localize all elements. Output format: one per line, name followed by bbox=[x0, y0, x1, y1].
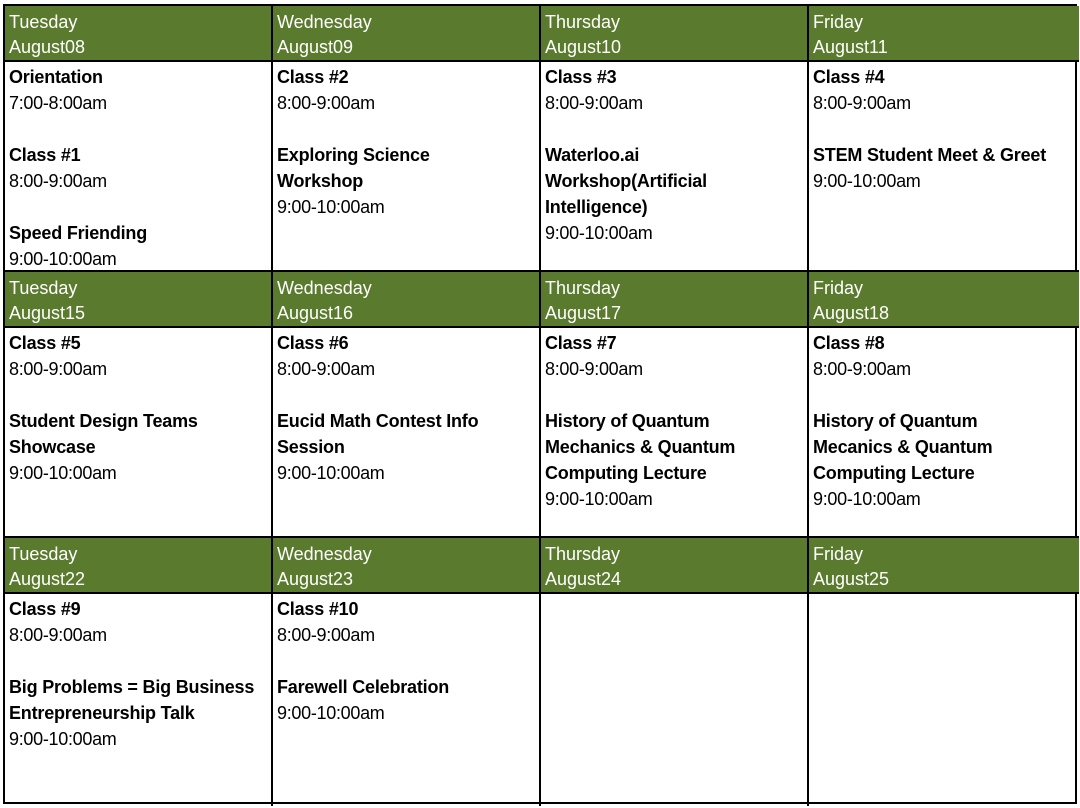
event-title: Class #3 bbox=[545, 67, 617, 87]
day-header bbox=[5, 538, 273, 594]
event-item bbox=[9, 142, 271, 194]
event-time: 9:00-10:00am bbox=[277, 463, 385, 483]
event-item bbox=[813, 64, 1079, 116]
day-weekday: Thursday bbox=[545, 544, 621, 564]
day-events-cell bbox=[273, 594, 541, 806]
day-events-cell bbox=[809, 62, 1079, 272]
event-item bbox=[9, 330, 271, 382]
event-title: Student Design Teams Showcase bbox=[9, 411, 198, 457]
day-header bbox=[273, 272, 541, 328]
event-title: Class #1 bbox=[9, 145, 81, 165]
event-title: Class #2 bbox=[277, 67, 349, 87]
event-title: Class #6 bbox=[277, 333, 349, 353]
event-title: Class #5 bbox=[9, 333, 81, 353]
event-time: 9:00-10:00am bbox=[277, 703, 385, 723]
day-header bbox=[809, 6, 1079, 62]
event-title: Speed Friending bbox=[9, 223, 148, 243]
event-item bbox=[9, 408, 271, 486]
event-title: Class #7 bbox=[545, 333, 617, 353]
event-title: Class #4 bbox=[813, 67, 885, 87]
day-date: August16 bbox=[277, 303, 354, 323]
event-title: Exploring Science Workshop bbox=[277, 145, 430, 191]
event-item bbox=[545, 330, 807, 382]
event-item bbox=[277, 408, 539, 486]
event-title: STEM Student Meet & Greet bbox=[813, 145, 1047, 165]
day-events-cell bbox=[541, 328, 809, 538]
day-date: August17 bbox=[545, 303, 622, 323]
day-weekday: Friday bbox=[813, 544, 864, 564]
day-events-cell bbox=[5, 62, 273, 272]
day-weekday: Tuesday bbox=[9, 278, 78, 298]
day-date: August11 bbox=[813, 37, 888, 57]
event-item bbox=[813, 330, 1079, 382]
event-item bbox=[9, 220, 271, 272]
event-item bbox=[9, 64, 271, 116]
event-time: 9:00-10:00am bbox=[813, 489, 921, 509]
event-time: 8:00-9:00am bbox=[277, 93, 375, 113]
schedule-calendar bbox=[3, 4, 1077, 804]
event-time: 8:00-9:00am bbox=[9, 359, 107, 379]
day-header bbox=[809, 538, 1079, 594]
day-header bbox=[541, 538, 809, 594]
event-time: 9:00-10:00am bbox=[9, 463, 117, 483]
day-weekday: Friday bbox=[813, 12, 864, 32]
event-time: 8:00-9:00am bbox=[277, 625, 375, 645]
event-item bbox=[813, 408, 1079, 512]
day-weekday: Tuesday bbox=[9, 544, 78, 564]
event-title: Class #9 bbox=[9, 599, 81, 619]
day-date: August22 bbox=[9, 569, 86, 589]
event-title: History of Quantum Mecanics & Quantum Computing Lecture bbox=[813, 411, 993, 483]
day-weekday: Tuesday bbox=[9, 12, 78, 32]
day-date: August08 bbox=[9, 37, 86, 57]
day-events-cell bbox=[273, 62, 541, 272]
event-time: 9:00-10:00am bbox=[9, 249, 117, 269]
event-item bbox=[9, 596, 271, 648]
day-date: August23 bbox=[277, 569, 354, 589]
day-header bbox=[541, 6, 809, 62]
event-time: 8:00-9:00am bbox=[813, 93, 911, 113]
day-header bbox=[5, 272, 273, 328]
day-weekday: Thursday bbox=[545, 278, 621, 298]
day-events-cell bbox=[809, 594, 1079, 806]
event-item bbox=[277, 330, 539, 382]
event-time: 9:00-10:00am bbox=[545, 489, 653, 509]
event-title: Class #8 bbox=[813, 333, 885, 353]
event-item bbox=[277, 596, 539, 648]
event-title: Waterloo.ai Workshop(Artificial Intelligence) bbox=[545, 145, 707, 217]
event-item bbox=[545, 408, 807, 512]
event-time: 9:00-10:00am bbox=[277, 197, 385, 217]
event-title: Class #10 bbox=[277, 599, 359, 619]
day-events-cell bbox=[5, 328, 273, 538]
event-item bbox=[277, 142, 539, 220]
event-time: 8:00-9:00am bbox=[277, 359, 375, 379]
day-header bbox=[5, 6, 273, 62]
day-date: August24 bbox=[545, 569, 622, 589]
event-time: 9:00-10:00am bbox=[813, 171, 921, 191]
day-date: August18 bbox=[813, 303, 890, 323]
event-item bbox=[545, 142, 807, 246]
day-weekday: Wednesday bbox=[277, 544, 372, 564]
day-header bbox=[273, 538, 541, 594]
day-date: August25 bbox=[813, 569, 890, 589]
event-time: 8:00-9:00am bbox=[545, 359, 643, 379]
event-item bbox=[9, 674, 271, 752]
event-title: History of Quantum Mechanics & Quantum Computing Lecture bbox=[545, 411, 736, 483]
day-date: August09 bbox=[277, 37, 354, 57]
day-header bbox=[541, 272, 809, 328]
event-time: 9:00-10:00am bbox=[9, 729, 117, 749]
day-date: August10 bbox=[545, 37, 622, 57]
event-time: 8:00-9:00am bbox=[9, 625, 107, 645]
event-title: Farewell Celebration bbox=[277, 677, 450, 697]
event-title: Big Problems = Big Business Entrepreneurship Talk bbox=[9, 677, 255, 723]
day-weekday: Friday bbox=[813, 278, 864, 298]
day-events-cell bbox=[541, 62, 809, 272]
event-item bbox=[277, 64, 539, 116]
event-title: Eucid Math Contest Info Session bbox=[277, 411, 479, 457]
event-time: 9:00-10:00am bbox=[545, 223, 653, 243]
event-time: 8:00-9:00am bbox=[9, 171, 107, 191]
day-events-cell bbox=[541, 594, 809, 806]
day-header bbox=[809, 272, 1079, 328]
event-item bbox=[545, 64, 807, 116]
day-weekday: Wednesday bbox=[277, 12, 372, 32]
day-weekday: Wednesday bbox=[277, 278, 372, 298]
event-title: Orientation bbox=[9, 67, 103, 87]
day-events-cell bbox=[5, 594, 273, 806]
day-date: August15 bbox=[9, 303, 86, 323]
event-time: 8:00-9:00am bbox=[545, 93, 643, 113]
event-time: 8:00-9:00am bbox=[813, 359, 911, 379]
day-weekday: Thursday bbox=[545, 12, 621, 32]
day-events-cell bbox=[809, 328, 1079, 538]
day-events-cell bbox=[273, 328, 541, 538]
event-item bbox=[277, 674, 539, 726]
day-header bbox=[273, 6, 541, 62]
event-time: 7:00-8:00am bbox=[9, 93, 107, 113]
event-item bbox=[813, 142, 1079, 194]
